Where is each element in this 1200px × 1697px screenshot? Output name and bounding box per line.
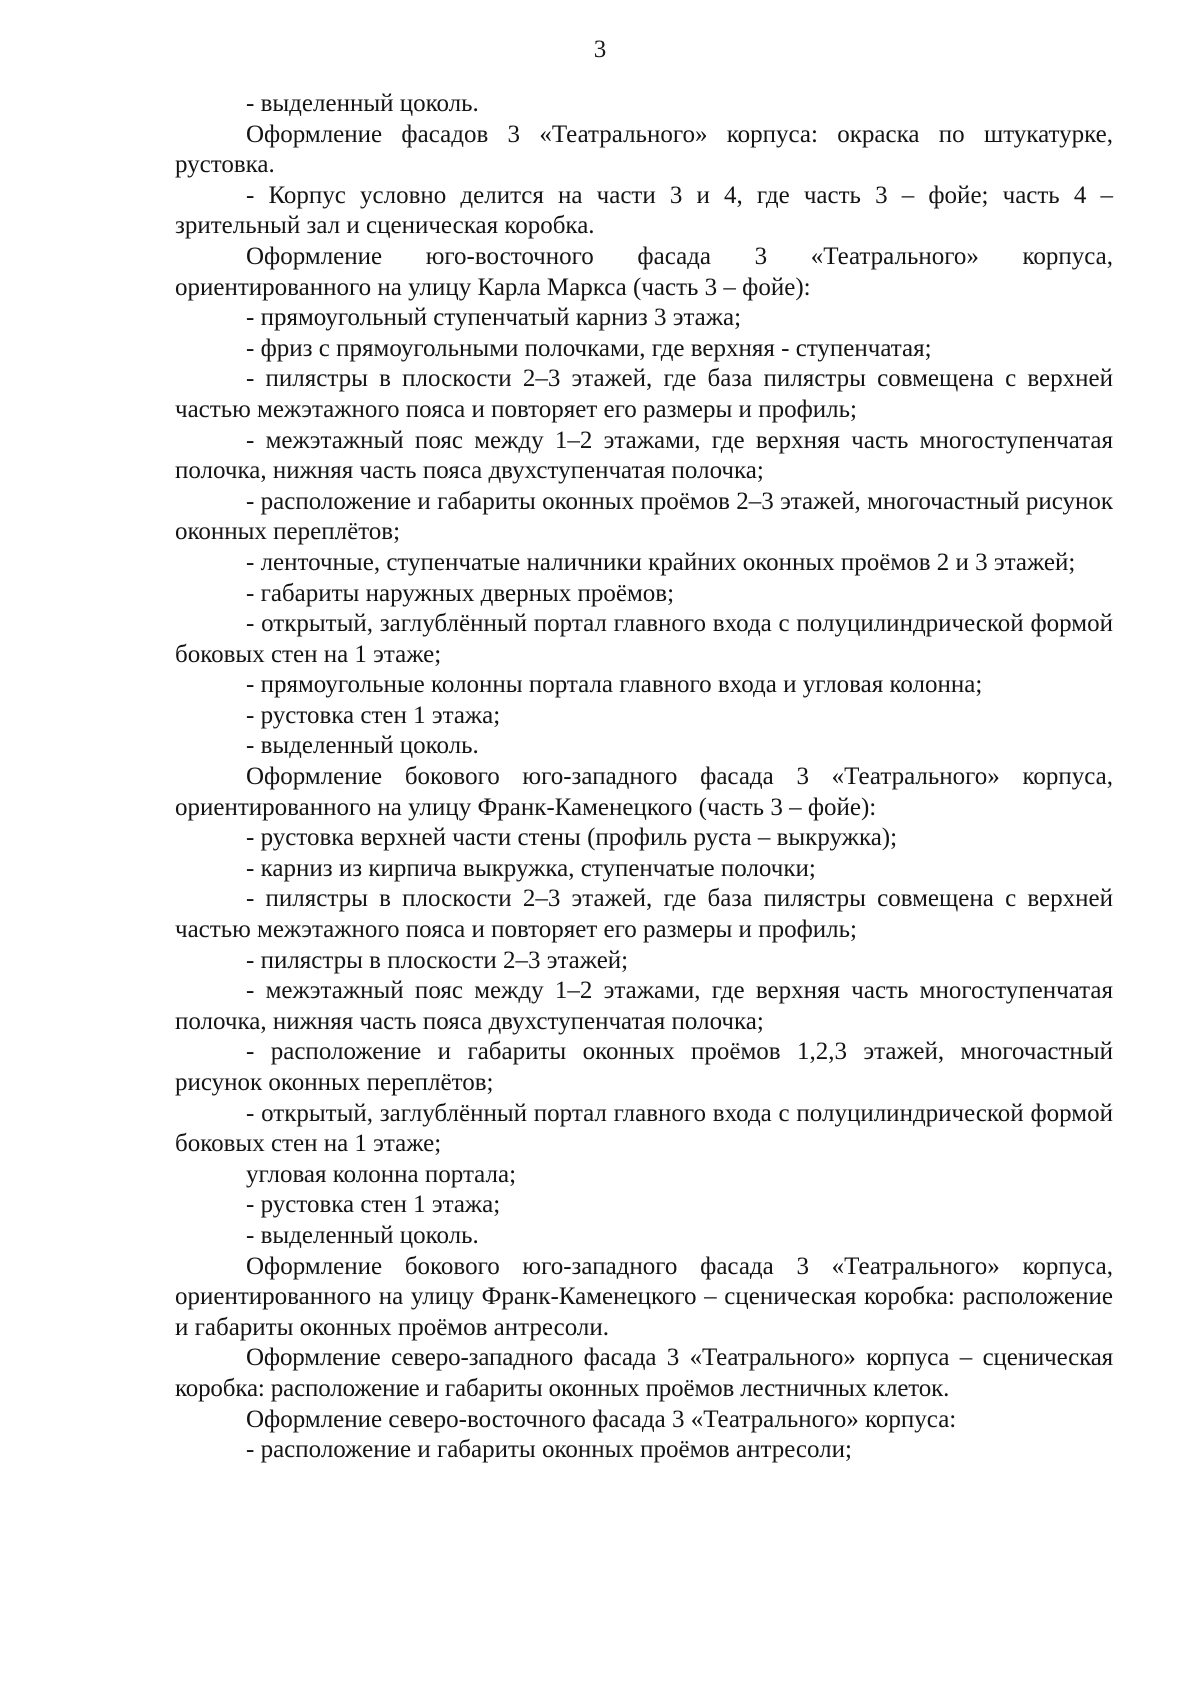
paragraph: - выделенный цоколь. (246, 732, 479, 760)
paragraph: - пилястры в плоскости 2–3 этажей, где база пилястры совмещена с верхней частью межэтажного пояса и повторяет его размеры и профиль; (175, 885, 1113, 944)
paragraph: - открытый, заглублённый портал главного входа с полуцилиндрической формой боковых стен на 1 этаже; (175, 1099, 1113, 1158)
document-body (175, 89, 1113, 1466)
paragraph: - рустовка верхней части стены (профиль руста – выкружка); (246, 824, 898, 852)
paragraph: - пилястры в плоскости 2–3 этажей, где база пилястры совмещена с верхней частью межэтажного пояса и повторяет его размеры и профиль; (175, 365, 1113, 423)
paragraph: - рустовка стен 1 этажа; (246, 1191, 501, 1219)
paragraph: - межэтажный пояс между 1–2 этажами, где верхняя часть многоступенчатая полочка, нижняя часть пояса двухступенчатая полочка; (175, 977, 1113, 1035)
paragraph: Оформление северо-западного фасада 3 «Театрального» корпуса – сценическая коробка: расположение и габариты оконных проёмов лестничных клеток. (175, 1344, 1113, 1402)
paragraph: - Корпус условно делится на части 3 и 4, где часть 3 – фойе; часть 4 – зрительный зал и сценическая коробка. (175, 181, 1113, 240)
paragraph: Оформление северо-восточного фасада 3 «Театрального» корпуса: (246, 1405, 957, 1433)
paragraph: - выделенный цоколь. (246, 1221, 479, 1249)
paragraph: Оформление фасадов 3 «Театрального» корпуса: окраска по штукатурке, рустовка. (175, 120, 1113, 179)
paragraph: угловая колонна портала; (246, 1160, 517, 1188)
paragraph: - карниз из кирпича выкружка, ступенчатые полочки; (246, 854, 816, 882)
paragraph: - расположение и габариты оконных проёмов 1,2,3 этажей, многочастный рисунок оконных переплётов; (175, 1038, 1113, 1096)
paragraph: - расположение и габариты оконных проёмов антресоли; (246, 1436, 852, 1464)
paragraph: - ленточные, ступенчатые наличники крайних оконных проёмов 2 и 3 этажей; (246, 548, 1076, 576)
paragraph: - межэтажный пояс между 1–2 этажами, где верхняя часть многоступенчатая полочка, нижняя часть пояса двухступенчатая полочка; (175, 426, 1113, 485)
paragraph: - прямоугольные колонны портала главного входа и угловая колонна; (246, 671, 983, 699)
paragraph: - габариты наружных дверных проёмов; (246, 579, 675, 607)
paragraph: Оформление бокового юго-западного фасада 3 «Театрального» корпуса, ориентированного на улицу Франк-Каменецкого – сценическая коробка: расположение и габариты оконных проёмов антресоли. (175, 1252, 1113, 1341)
paragraph: - пилястры в плоскости 2–3 этажей; (246, 946, 629, 974)
paragraph: - открытый, заглублённый портал главного входа с полуцилиндрической формой боковых стен на 1 этаже; (175, 610, 1113, 668)
paragraph: - прямоугольный ступенчатый карниз 3 этажа; (246, 304, 742, 332)
paragraph: - рустовка стен 1 этажа; (246, 701, 501, 729)
paragraph: - выделенный цоколь. (246, 90, 479, 117)
page-number: 3 (593, 36, 607, 63)
paragraph: Оформление бокового юго-западного фасада 3 «Театрального» корпуса, ориентированного на улицу Франк-Каменецкого (часть 3 – фойе): (175, 763, 1113, 821)
paragraph: - фриз с прямоугольными полочками, где верхняя - ступенчатая; (246, 334, 932, 362)
paragraph: - расположение и габариты оконных проёмов 2–3 этажей, многочастный рисунок оконных переплётов; (175, 487, 1113, 546)
paragraph: Оформление юго-восточного фасада 3 «Театрального» корпуса, ориентированного на улицу Карла Маркса (часть 3 – фойе): (175, 242, 1113, 301)
